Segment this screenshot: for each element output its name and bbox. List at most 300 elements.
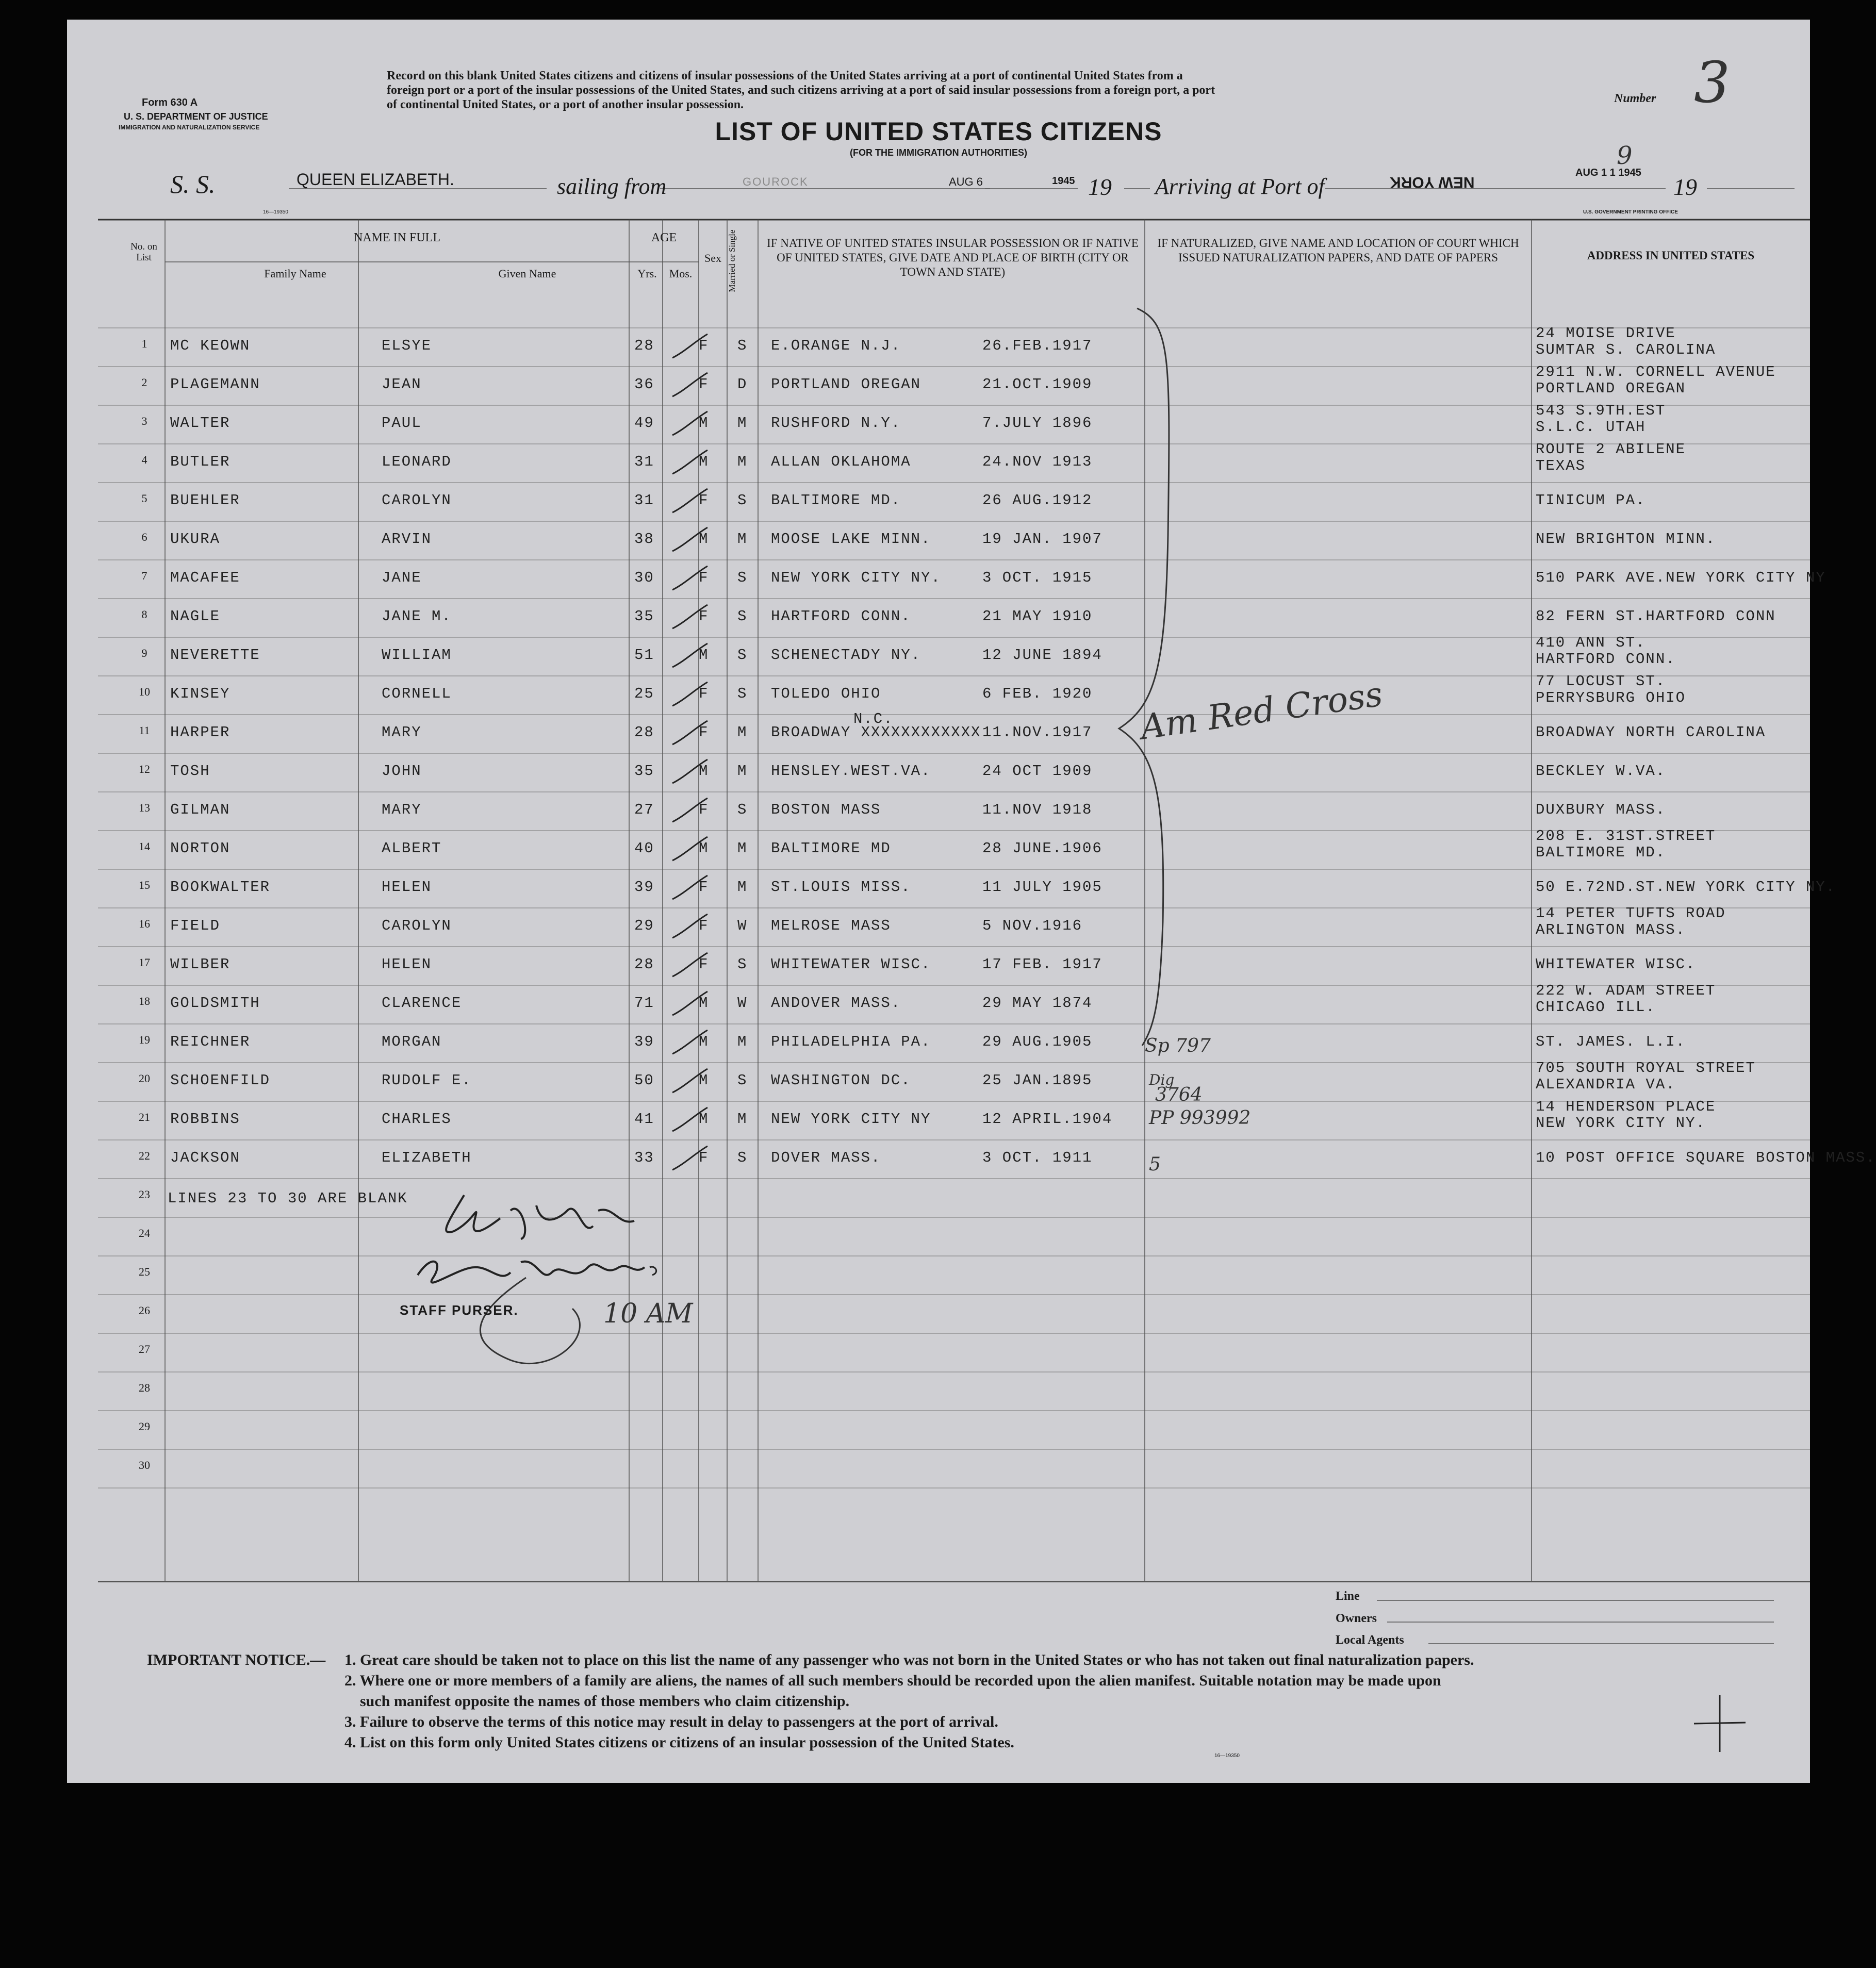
- address-line-1: 24 MOISE DRIVE: [1536, 325, 1676, 342]
- sailing-from-port: GOUROCK: [743, 175, 809, 188]
- sex: F: [699, 608, 709, 625]
- address-line-1: DUXBURY MASS.: [1536, 801, 1666, 818]
- given-name: ELSYE: [382, 337, 432, 354]
- header-family-name: Family Name: [264, 267, 326, 280]
- header-no-on-list: No. on List: [130, 241, 157, 263]
- age-years: 28: [634, 724, 654, 741]
- age-years: 35: [634, 763, 654, 780]
- blank-lines-note: LINES 23 TO 30 ARE BLANK: [168, 1190, 408, 1207]
- given-name: JOHN: [382, 763, 422, 780]
- form-title: LIST OF UNITED STATES CITIZENS: [715, 117, 1162, 146]
- form-number: Form 630 A: [142, 97, 198, 108]
- check-mark: [669, 988, 711, 1019]
- birth-place: WASHINGTON DC.: [771, 1072, 911, 1089]
- instructions-line-2: foreign port or a port of the insular possessions of the United States, and such citizens arriving at a port of said insular possessions from a foreign port, a port: [387, 84, 1215, 97]
- service-label: IMMIGRATION AND NATURALIZATION SERVICE: [119, 124, 260, 131]
- check-mark: [669, 640, 711, 671]
- family-name: MC KEOWN: [170, 337, 251, 354]
- handwritten-note-row21: PP 993992: [1149, 1107, 1251, 1129]
- check-mark: [669, 911, 711, 942]
- family-name: PLAGEMANN: [170, 376, 260, 393]
- birth-date: 12 APRIL.1904: [982, 1111, 1113, 1128]
- instructions-line-3: of continental United States, or a port of another insular possession.: [387, 98, 744, 111]
- notice-label: IMPORTANT NOTICE.—: [147, 1651, 326, 1668]
- given-name: ARVIN: [382, 531, 432, 548]
- print-code-bottom: 16—19350: [1214, 1753, 1240, 1759]
- family-name: JACKSON: [170, 1149, 240, 1166]
- header-name-in-full: NAME IN FULL: [354, 231, 440, 244]
- check-mark: [669, 1027, 711, 1058]
- sex: M: [699, 647, 709, 664]
- address-line-1: 543 S.9TH.EST: [1536, 402, 1666, 419]
- birth-date: 24 OCT 1909: [982, 763, 1093, 780]
- birth-place: MELROSE MASS: [771, 917, 891, 934]
- department-label: U. S. DEPARTMENT OF JUSTICE: [124, 111, 268, 122]
- marital-status: M: [737, 840, 748, 857]
- number-value: 3: [1694, 49, 1730, 115]
- family-name: REICHNER: [170, 1033, 251, 1050]
- row-number: 8: [141, 608, 147, 621]
- row-number: 2: [141, 376, 147, 389]
- family-name: FIELD: [170, 917, 221, 934]
- age-years: 31: [634, 453, 654, 470]
- address-line-1: TINICUM PA.: [1536, 492, 1646, 509]
- given-name: JANE: [382, 569, 422, 586]
- blank-row-number: 28: [139, 1381, 150, 1394]
- sex: F: [699, 724, 709, 741]
- age-years: 30: [634, 569, 654, 586]
- marital-status: M: [737, 763, 748, 780]
- check-mark: [669, 370, 711, 401]
- arrival-date-note: 9: [1617, 141, 1633, 170]
- age-years: 28: [634, 337, 654, 354]
- marital-status: S: [737, 1072, 748, 1089]
- check-mark: [669, 872, 711, 903]
- line-label: Line: [1336, 1590, 1360, 1603]
- handwritten-time: 10 AM: [603, 1298, 693, 1329]
- family-name: WALTER: [170, 415, 231, 432]
- birth-place: ALLAN OKLAHOMA: [771, 453, 911, 470]
- birth-date: 19 JAN. 1907: [982, 531, 1102, 548]
- age-years: 36: [634, 376, 654, 393]
- address-line-2: PERRYSBURG OHIO: [1536, 689, 1686, 706]
- address-line-1: WHITEWATER WISC.: [1536, 956, 1696, 973]
- year-prefix-2: 19: [1673, 174, 1697, 200]
- arriving-label: Arriving at Port of: [1155, 174, 1325, 199]
- table-row: [67, 1060, 1810, 1101]
- address-line-2: BALTIMORE MD.: [1536, 844, 1666, 861]
- marital-status: S: [737, 685, 748, 702]
- address-line-1: 222 W. ADAM STREET: [1536, 982, 1716, 999]
- birth-date: 12 JUNE 1894: [982, 647, 1102, 664]
- check-mark: [669, 1143, 711, 1174]
- given-name: LEONARD: [382, 453, 452, 470]
- birth-place: PHILADELPHIA PA.: [771, 1033, 931, 1050]
- birth-date: 25 JAN.1895: [982, 1072, 1093, 1089]
- birth-place: HENSLEY.WEST.VA.: [771, 763, 931, 780]
- given-name: PAUL: [382, 415, 422, 432]
- birth-place: BALTIMORE MD.: [771, 492, 901, 509]
- age-years: 31: [634, 492, 654, 509]
- family-name: ROBBINS: [170, 1111, 240, 1128]
- blank-row-number: 23: [139, 1188, 150, 1201]
- arrival-date-stamp: AUG 1 1 1945: [1575, 167, 1641, 178]
- check-mark: [669, 408, 711, 439]
- birth-date: 3 OCT. 1915: [982, 569, 1093, 586]
- check-mark: [669, 563, 711, 594]
- marital-status: M: [737, 453, 748, 470]
- birth-place-correction: N.C.: [853, 710, 894, 727]
- birth-place: ANDOVER MASS.: [771, 995, 901, 1012]
- table-row: [67, 363, 1810, 405]
- marital-status: W: [737, 995, 748, 1012]
- header-naturalized: IF NATURALIZED, GIVE NAME AND LOCATION OF COURT WHICH ISSUED NATURALIZATION PAPERS, AND DATE OF PAPERS: [1157, 237, 1519, 264]
- row-number: 20: [139, 1072, 150, 1085]
- row-number: 10: [139, 685, 150, 698]
- marital-status: S: [737, 956, 748, 973]
- age-years: 40: [634, 840, 654, 857]
- table-row: [67, 441, 1810, 483]
- arrival-port-stamp: NEW YORK: [1390, 174, 1475, 191]
- marital-status: M: [737, 1033, 748, 1050]
- given-name: HELEN: [382, 956, 432, 973]
- marital-status: S: [737, 492, 748, 509]
- age-years: 33: [634, 1149, 654, 1166]
- year-prefix-1: 19: [1088, 174, 1112, 200]
- sex: F: [699, 685, 709, 702]
- marital-status: S: [737, 569, 748, 586]
- marital-status: S: [737, 1149, 748, 1166]
- family-name: BOOKWALTER: [170, 879, 271, 896]
- table-row: [67, 560, 1826, 599]
- family-name: MACAFEE: [170, 569, 240, 586]
- sail-date: AUG 6: [949, 175, 983, 188]
- row-number: 1: [141, 337, 147, 350]
- marital-status: S: [737, 801, 748, 818]
- age-years: 71: [634, 995, 654, 1012]
- age-years: 50: [634, 1072, 654, 1089]
- address-line-1: 2911 N.W. CORNELL AVENUE: [1536, 363, 1776, 381]
- handwritten-note-row20b: 3764: [1155, 1084, 1203, 1105]
- marital-status: M: [737, 879, 748, 896]
- marital-status: S: [737, 608, 748, 625]
- check-mark: [669, 756, 711, 787]
- given-name: MARY: [382, 724, 422, 741]
- marital-status: M: [737, 415, 748, 432]
- birth-date: 5 NOV.1916: [982, 917, 1083, 934]
- birth-place: MOOSE LAKE MINN.: [771, 531, 931, 548]
- family-name: BUEHLER: [170, 492, 240, 509]
- blank-row-number: 24: [139, 1227, 150, 1239]
- birth-date: 6 FEB. 1920: [982, 685, 1093, 702]
- address-line-1: 208 E. 31ST.STREET: [1536, 828, 1716, 845]
- check-mark: [669, 486, 711, 517]
- birth-date: 11.NOV 1918: [982, 801, 1093, 818]
- notice-2-cont: such manifest opposite the names of those members who claim citizenship.: [360, 1693, 850, 1710]
- family-name: HARPER: [170, 724, 231, 741]
- marital-status: S: [737, 647, 748, 664]
- table-row: [67, 905, 1810, 947]
- header-native-place: IF NATIVE OF UNITED STATES INSULAR POSSESSION OR IF NATIVE OF UNITED STATES, GIVE DATE AND PLACE OF BIRTH (CITY OR TOWN AND STATE): [767, 237, 1139, 278]
- table-row: [67, 792, 1810, 831]
- sex: F: [699, 1149, 709, 1166]
- birth-date: 29 AUG.1905: [982, 1033, 1093, 1050]
- table-row: [67, 483, 1810, 521]
- marital-status: M: [737, 724, 748, 741]
- marital-status: D: [737, 376, 748, 393]
- address-line-2: HARTFORD CONN.: [1536, 651, 1676, 668]
- sex: F: [699, 801, 709, 818]
- header-given-name: Given Name: [498, 267, 556, 280]
- birth-date: 11 JULY 1905: [982, 879, 1102, 896]
- table-row: [67, 869, 1836, 908]
- check-mark: [669, 834, 711, 865]
- sex: M: [699, 1072, 709, 1089]
- form-subtitle: (FOR THE IMMIGRATION AUTHORITIES): [850, 147, 1027, 158]
- birth-date: 3 OCT. 1911: [982, 1149, 1093, 1166]
- sex: M: [699, 995, 709, 1012]
- table-row: [67, 1024, 1810, 1063]
- given-name: CORNELL: [382, 685, 452, 702]
- address-line-1: 77 LOCUST ST.: [1536, 673, 1666, 690]
- family-name: SCHOENFILD: [170, 1072, 271, 1089]
- row-number: 9: [141, 647, 147, 659]
- age-years: 49: [634, 415, 654, 432]
- sex: M: [699, 453, 709, 470]
- sex: F: [699, 569, 709, 586]
- sail-year: 1945: [1052, 175, 1075, 187]
- address-line-1: 705 SOUTH ROYAL STREET: [1536, 1060, 1756, 1077]
- birth-place: ST.LOUIS MISS.: [771, 879, 911, 896]
- blank-row-number: 26: [139, 1304, 150, 1317]
- owners-label: Owners: [1336, 1612, 1377, 1625]
- handwritten-note-row20a: Dig: [1149, 1071, 1175, 1088]
- family-name: TOSH: [170, 763, 210, 780]
- birth-place: E.ORANGE N.J.: [771, 337, 901, 354]
- address-line-2: ARLINGTON MASS.: [1536, 921, 1686, 938]
- table-row: [67, 325, 1810, 367]
- header-yrs: Yrs.: [637, 267, 657, 280]
- birth-place: HARTFORD CONN.: [771, 608, 911, 625]
- sex: M: [699, 415, 709, 432]
- given-name: CHARLES: [382, 1111, 452, 1128]
- check-mark: [669, 718, 711, 749]
- family-name: WILBER: [170, 956, 231, 973]
- sex: M: [699, 1111, 709, 1128]
- notice-4: 4. List on this form only United States citizens or citizens of an insular possession of the United States.: [344, 1734, 1014, 1751]
- given-name: CAROLYN: [382, 917, 452, 934]
- address-line-1: 10 POST OFFICE SQUARE BOSTON MASS.: [1536, 1149, 1876, 1166]
- sex: M: [699, 840, 709, 857]
- header-sex: Sex: [704, 252, 721, 264]
- family-name: GOLDSMITH: [170, 995, 260, 1012]
- marital-status: W: [737, 917, 748, 934]
- birth-date: 21.OCT.1909: [982, 376, 1093, 393]
- check-mark: [669, 331, 711, 362]
- age-years: 35: [634, 608, 654, 625]
- ship-name: QUEEN ELIZABETH.: [297, 170, 454, 189]
- table-row: [67, 1140, 1876, 1179]
- address-line-1: BROADWAY NORTH CAROLINA: [1536, 724, 1766, 741]
- notice-3: 3. Failure to observe the terms of this notice may result in delay to passengers at the port of arrival.: [344, 1713, 998, 1730]
- check-mark: [669, 679, 711, 710]
- sex: F: [699, 879, 709, 896]
- address-line-1: 510 PARK AVE.NEW YORK CITY NY: [1536, 569, 1826, 586]
- family-name: NEVERETTE: [170, 647, 260, 664]
- birth-place: PORTLAND OREGAN: [771, 376, 921, 393]
- staff-purser-label: STAFF PURSER.: [400, 1302, 519, 1318]
- number-label: Number: [1614, 92, 1656, 105]
- blank-row-number: 30: [139, 1459, 150, 1471]
- family-name: GILMAN: [170, 801, 231, 818]
- notice-2: 2. Where one or more members of a family are aliens, the names of all such members should be recorded upon the alien manifest. Suitable notation may be made upon: [344, 1672, 1441, 1689]
- blank-row-number: 27: [139, 1343, 150, 1355]
- row-number: 4: [141, 453, 147, 466]
- birth-place: BROADWAY XXXXXXXXXXXX: [771, 724, 981, 741]
- address-line-2: NEW YORK CITY NY.: [1536, 1115, 1706, 1132]
- birth-date: 29 MAY 1874: [982, 995, 1093, 1012]
- family-name: NAGLE: [170, 608, 221, 625]
- check-mark: [669, 795, 711, 826]
- sex: M: [699, 531, 709, 548]
- handwritten-red-cross: Am Red Cross: [1138, 674, 1385, 748]
- address-line-2: SUMTAR S. CAROLINA: [1536, 341, 1716, 358]
- handwritten-note-row22: 5: [1149, 1154, 1161, 1175]
- row-number: 17: [139, 956, 150, 969]
- birth-date: 17 FEB. 1917: [982, 956, 1102, 973]
- row-number: 11: [139, 724, 150, 737]
- sex: F: [699, 337, 709, 354]
- purser-signature: [356, 1190, 696, 1386]
- row-number: 18: [139, 995, 150, 1007]
- sex: F: [699, 917, 709, 934]
- marital-status: M: [737, 531, 748, 548]
- address-line-1: 410 ANN ST.: [1536, 634, 1646, 651]
- check-mark: [669, 602, 711, 633]
- instructions-line-1: Record on this blank United States citizens and citizens of insular possessions of the United States arriving at a port of continental United States from a: [387, 69, 1183, 82]
- header-age: AGE: [651, 231, 677, 244]
- table-row: [67, 753, 1810, 792]
- address-line-1: 14 PETER TUFTS ROAD: [1536, 905, 1726, 922]
- sex: M: [699, 763, 709, 780]
- birth-date: 24.NOV 1913: [982, 453, 1093, 470]
- notice-1: 1. Great care should be taken not to place on this list the name of any passenger who was not born in the United States or who has not taken out final naturalization papers.: [344, 1651, 1474, 1668]
- given-name: ALBERT: [382, 840, 442, 857]
- birth-place: NEW YORK CITY NY.: [771, 569, 941, 586]
- table-row: [67, 1098, 1810, 1140]
- check-mark: [669, 950, 711, 981]
- print-office: U.S. GOVERNMENT PRINTING OFFICE: [1583, 209, 1678, 215]
- birth-place: BALTIMORE MD: [771, 840, 891, 857]
- birth-date: 7.JULY 1896: [982, 415, 1093, 432]
- age-years: 41: [634, 1111, 654, 1128]
- row-number: 22: [139, 1149, 150, 1162]
- ss-label: S. S.: [170, 170, 216, 199]
- sex: F: [699, 956, 709, 973]
- address-line-2: S.L.C. UTAH: [1536, 419, 1646, 436]
- given-name: MORGAN: [382, 1033, 442, 1050]
- given-name: JEAN: [382, 376, 422, 393]
- family-name: NORTON: [170, 840, 231, 857]
- check-mark: [669, 447, 711, 478]
- row-number: 21: [139, 1111, 150, 1123]
- birth-date: 26.FEB.1917: [982, 337, 1093, 354]
- given-name: RUDOLF E.: [382, 1072, 472, 1089]
- age-years: 27: [634, 801, 654, 818]
- address-line-1: 14 HENDERSON PLACE: [1536, 1098, 1716, 1115]
- check-mark: [669, 1066, 711, 1097]
- handwritten-note-row19: Sp 797: [1145, 1035, 1211, 1056]
- age-years: 29: [634, 917, 654, 934]
- given-name: CLARENCE: [382, 995, 462, 1012]
- birth-place: BOSTON MASS: [771, 801, 881, 818]
- birth-date: 28 JUNE.1906: [982, 840, 1102, 857]
- address-line-1: NEW BRIGHTON MINN.: [1536, 531, 1716, 548]
- table-row: [67, 828, 1810, 869]
- family-name: BUTLER: [170, 453, 231, 470]
- row-number: 15: [139, 879, 150, 891]
- header-married-single: Married or Single: [727, 229, 737, 292]
- header-address: ADDRESS IN UNITED STATES: [1587, 249, 1755, 262]
- header-mos: Mos.: [669, 267, 693, 280]
- family-name: KINSEY: [170, 685, 231, 702]
- manifest-sheet: [67, 20, 1876, 1783]
- sex: F: [699, 492, 709, 509]
- marital-status: M: [737, 1111, 748, 1128]
- sailing-from-label: sailing from: [557, 174, 667, 199]
- address-line-2: PORTLAND OREGAN: [1536, 380, 1686, 397]
- table-row: [67, 402, 1810, 444]
- row-number: 14: [139, 840, 150, 853]
- sex: F: [699, 376, 709, 393]
- table-row: [67, 521, 1810, 560]
- given-name: CAROLYN: [382, 492, 452, 509]
- address-line-1: 50 E.72ND.ST.NEW YORK CITY NY.: [1536, 879, 1836, 896]
- birth-date: 26 AUG.1912: [982, 492, 1093, 509]
- age-years: 38: [634, 531, 654, 548]
- print-code-top: 16—19350: [263, 209, 288, 215]
- address-line-1: 82 FERN ST.HARTFORD CONN: [1536, 608, 1776, 625]
- birth-place: SCHENECTADY NY.: [771, 647, 921, 664]
- table-row: [67, 982, 1810, 1024]
- address-line-1: ROUTE 2 ABILENE: [1536, 441, 1686, 458]
- age-years: 25: [634, 685, 654, 702]
- sex: M: [699, 1033, 709, 1050]
- row-number: 12: [139, 763, 150, 775]
- birth-place: RUSHFORD N.Y.: [771, 415, 901, 432]
- local-agents-label: Local Agents: [1336, 1633, 1404, 1647]
- age-years: 39: [634, 879, 654, 896]
- birth-place: TOLEDO OHIO: [771, 685, 881, 702]
- address-line-2: ALEXANDRIA VA.: [1536, 1076, 1676, 1093]
- marital-status: S: [737, 337, 748, 354]
- row-number: 16: [139, 917, 150, 930]
- check-mark: [669, 524, 711, 555]
- table-row: [67, 599, 1810, 637]
- birth-place: DOVER MASS.: [771, 1149, 881, 1166]
- birth-date: 11.NOV.1917: [982, 724, 1093, 741]
- birth-place: NEW YORK CITY NY: [771, 1111, 931, 1128]
- row-number: 13: [139, 801, 150, 814]
- table-row: [67, 634, 1810, 676]
- row-number: 7: [141, 569, 147, 582]
- cross-mark: [1691, 1693, 1748, 1755]
- address-line-2: CHICAGO ILL.: [1536, 999, 1656, 1016]
- blank-row-number: 29: [139, 1420, 150, 1433]
- given-name: ELIZABETH: [382, 1149, 472, 1166]
- blank-row-number: 25: [139, 1265, 150, 1278]
- birth-place: WHITEWATER WISC.: [771, 956, 931, 973]
